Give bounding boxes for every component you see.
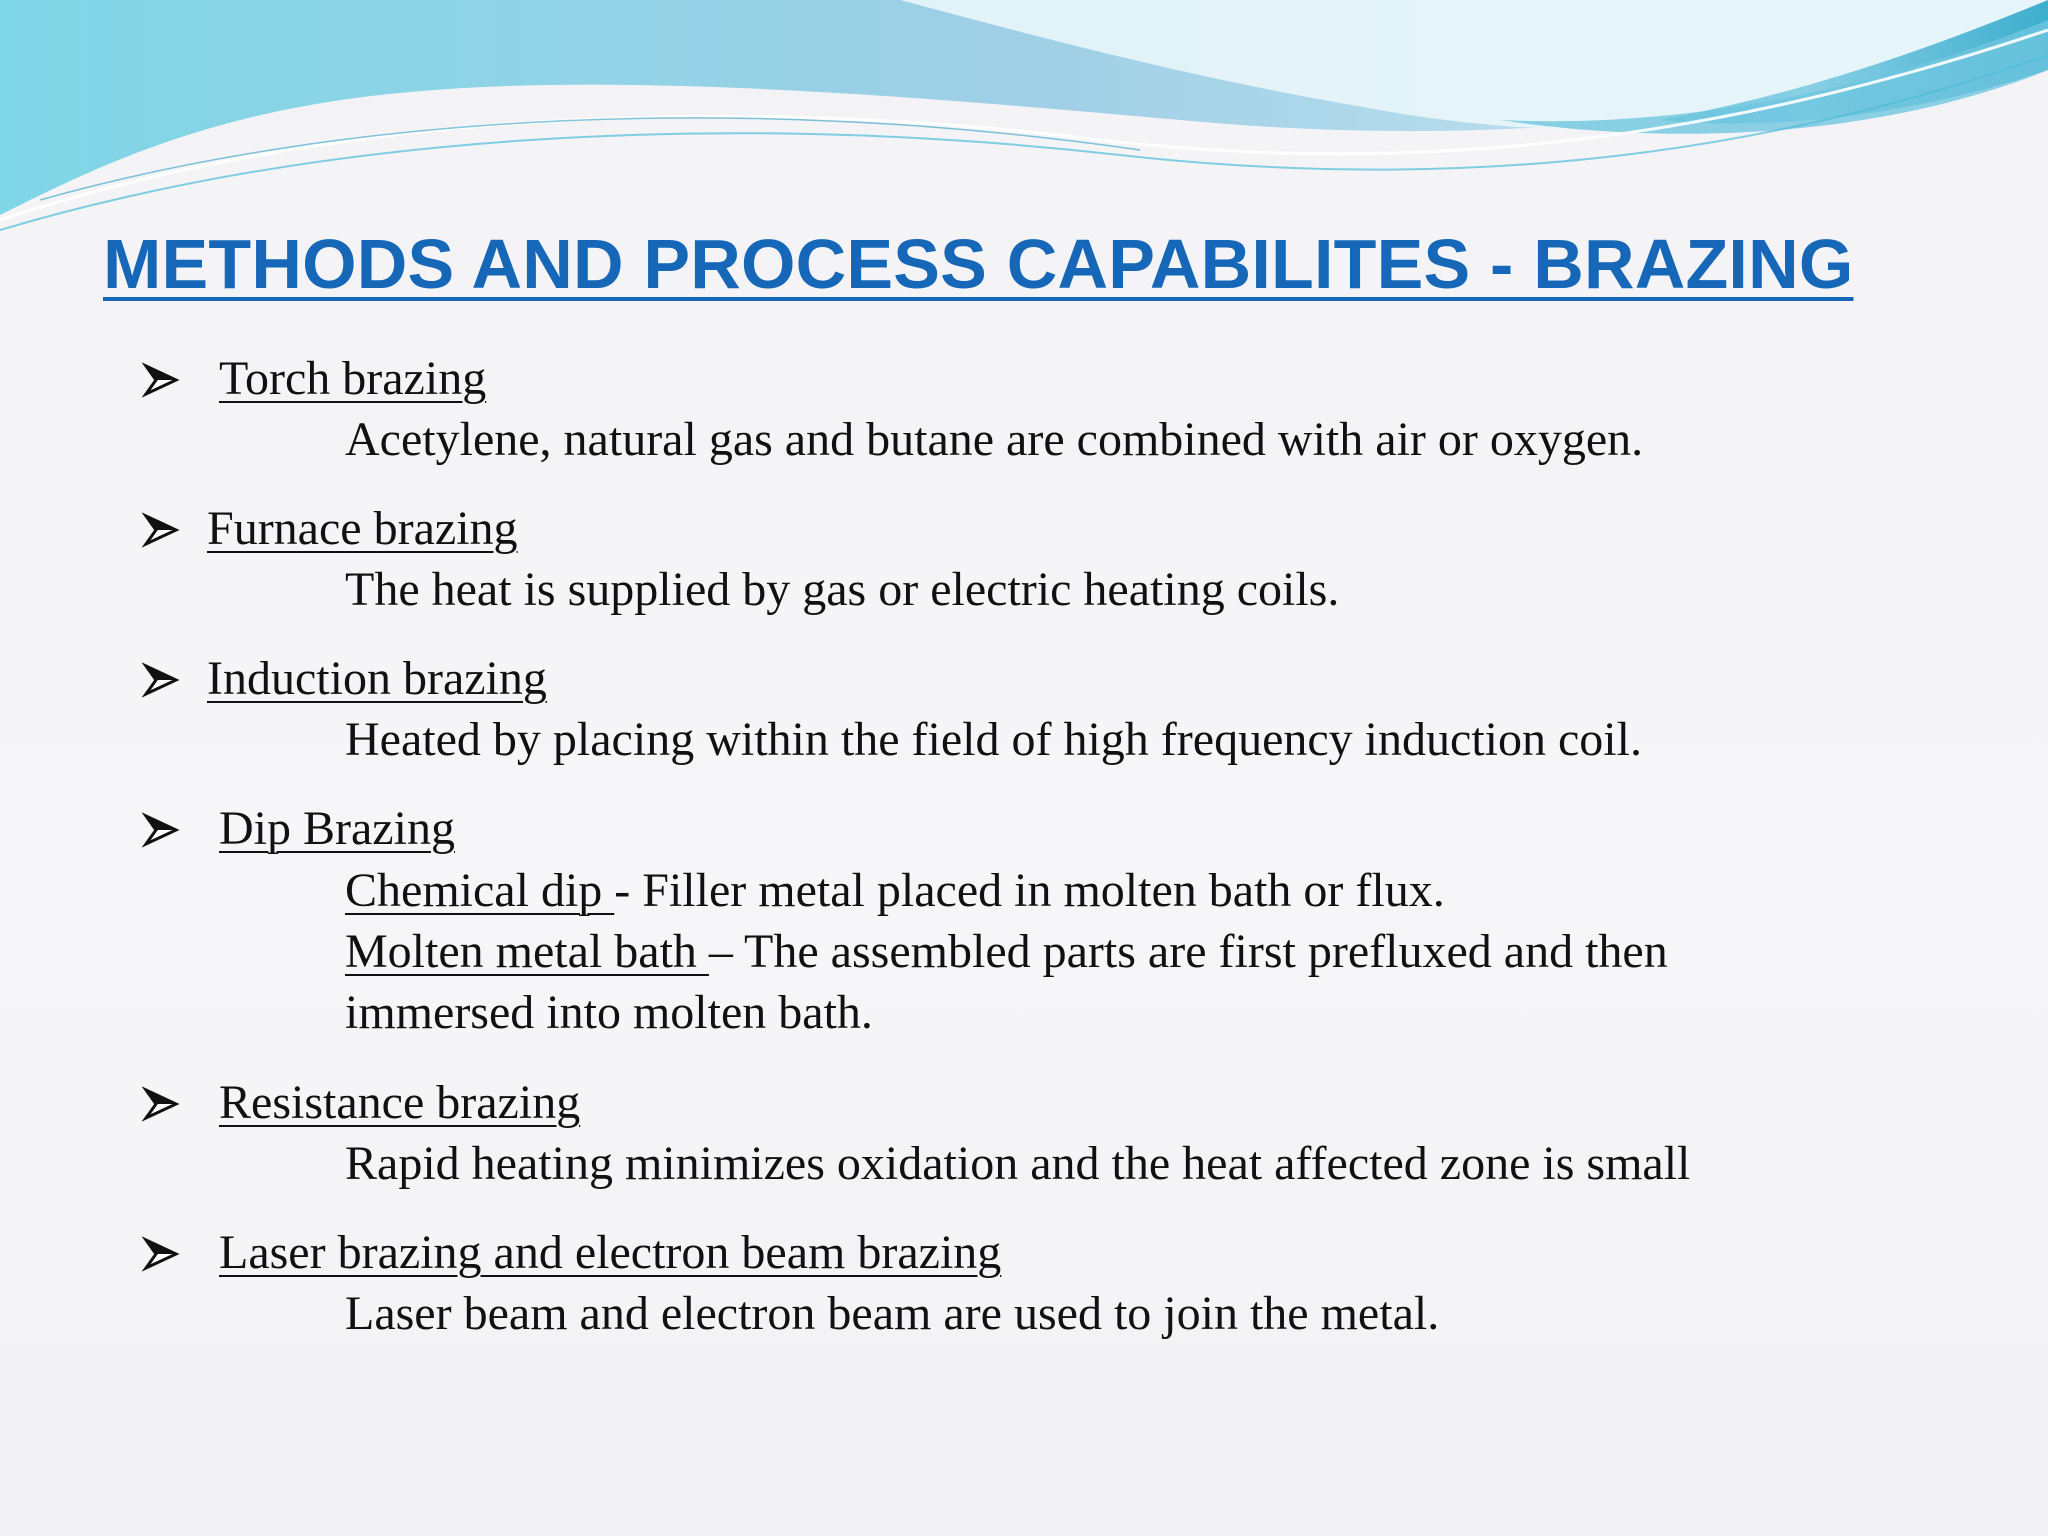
- item-text-furnace: The heat is supplied by gas or electric heating coils.: [345, 563, 1340, 616]
- arrowhead-bullet-icon: [142, 1084, 182, 1124]
- arrowhead-bullet-icon: [142, 810, 182, 850]
- item-sub-continuation: immersed into molten bath.: [345, 986, 873, 1039]
- item-heading-resistance: Resistance brazing: [219, 1076, 581, 1129]
- item-sub-chemical-dip: [345, 861, 1445, 921]
- arrowhead-bullet-icon: [142, 660, 182, 700]
- item-sub-molten-metal-bath: [345, 922, 1668, 982]
- arrowhead-bullet-icon: [142, 360, 182, 400]
- arrowhead-bullet-icon: [142, 510, 182, 550]
- arrowhead-bullet-icon: [142, 1234, 182, 1274]
- sub-term-chemical-dip: Chemical dip: [345, 864, 615, 917]
- item-heading-furnace: Furnace brazing: [207, 502, 518, 555]
- item-heading-torch: Torch brazing: [219, 352, 487, 405]
- sub-term-molten-metal-bath: Molten metal bath: [345, 925, 709, 978]
- item-text-induction: Heated by placing within the field of high frequency induction coil.: [345, 713, 1642, 766]
- slide-title: METHODS AND PROCESS CAPABILITES - BRAZING: [103, 225, 1854, 303]
- item-heading-laser: Laser brazing and electron beam brazing: [219, 1226, 1002, 1279]
- item-text-torch: Acetylene, natural gas and butane are combined with air or oxygen.: [345, 413, 1644, 466]
- sub-text-chemical-dip: - Filler metal placed in molten bath or flux.: [614, 864, 1445, 917]
- item-heading-dip: Dip Brazing: [219, 802, 455, 855]
- item-text-laser: Laser beam and electron beam are used to join the metal.: [345, 1287, 1440, 1340]
- item-heading-induction: Induction brazing: [207, 652, 547, 705]
- item-text-resistance: Rapid heating minimizes oxidation and the heat affected zone is small: [345, 1137, 1691, 1190]
- sub-text-molten-metal-bath: – The assembled parts are first prefluxed and then: [708, 925, 1668, 978]
